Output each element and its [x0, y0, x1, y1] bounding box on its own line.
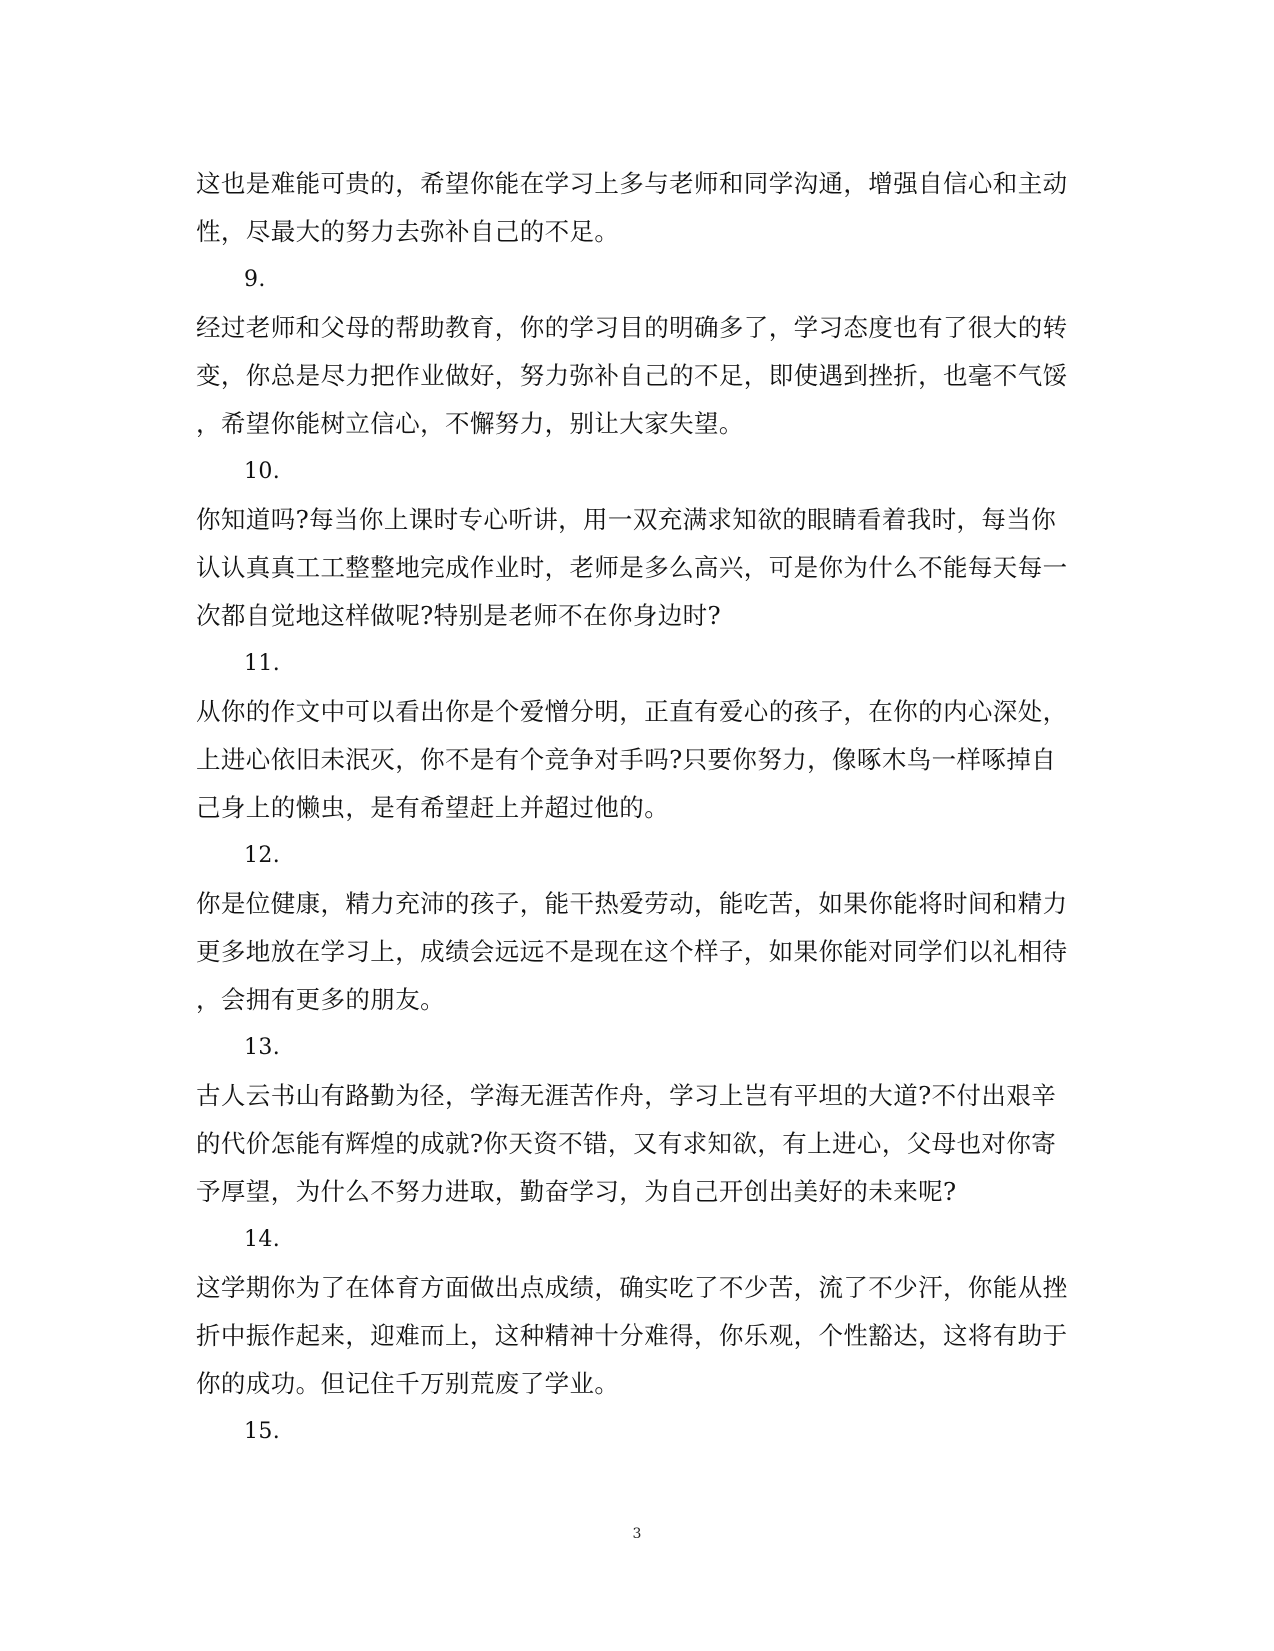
text-line: 这学期你为了在体育方面做出点成绩，确实吃了不少苦，流了不少汗，你能从挫 [196, 1273, 1068, 1302]
text-line: 次都自觉地这样做呢?特别是老师不在你身边时? [196, 601, 722, 630]
text-line: 认认真真工工整整地完成作业时，老师是多么高兴，可是你为什么不能每天每一 [196, 553, 1068, 582]
text-line: 上进心依旧未泯灭，你不是有个竞争对手吗?只要你努力，像啄木鸟一样啄掉自 [196, 745, 1057, 774]
text-line: 经过老师和父母的帮助教育，你的学习目的明确多了，学习态度也有了很大的转 [196, 313, 1068, 342]
item-number: 14. [244, 1227, 281, 1252]
text-line: 予厚望，为什么不努力进取，勤奋学习，为自己开创出美好的未来呢? [196, 1177, 957, 1206]
text-line: 你知道吗?每当你上课时专心听讲，用一双充满求知欲的眼睛看着我时，每当你 [196, 505, 1057, 534]
item-number: 12. [244, 843, 281, 868]
text-line: 你是位健康，精力充沛的孩子，能干热爱劳动，能吃苦，如果你能将时间和精力 [196, 889, 1068, 918]
document-body [196, 160, 1076, 1456]
item-number: 9. [244, 267, 266, 292]
item-number: 11. [244, 651, 281, 676]
text-line: ，希望你能树立信心，不懈努力，别让大家失望。 [196, 409, 744, 438]
page-number: 3 [632, 1526, 642, 1542]
item-number: 10. [244, 459, 281, 484]
text-line: 从你的作文中可以看出你是个爱憎分明，正直有爱心的孩子，在你的内心深处， [196, 697, 1068, 726]
text-line: 这也是难能可贵的，希望你能在学习上多与老师和同学沟通，增强自信心和主动 [196, 169, 1068, 198]
text-line: 己身上的懒虫，是有希望赶上并超过他的。 [196, 793, 670, 822]
text-line: ，会拥有更多的朋友。 [196, 985, 445, 1014]
text-line: 你的成功。但记住千万别荒废了学业。 [196, 1369, 620, 1398]
text-line: 变，你总是尽力把作业做好，努力弥补自己的不足，即使遇到挫折，也毫不气馁 [196, 361, 1068, 390]
text-line: 古人云书山有路勤为径，学海无涯苦作舟，学习上岂有平坦的大道?不付出艰辛 [196, 1081, 1057, 1110]
text-line: 更多地放在学习上，成绩会远远不是现在这个样子，如果你能对同学们以礼相待 [196, 937, 1068, 966]
text-line: 性，尽最大的努力去弥补自己的不足。 [196, 217, 620, 246]
item-number: 15. [244, 1419, 281, 1444]
item-number: 13. [244, 1035, 281, 1060]
text-line: 折中振作起来，迎难而上，这种精神十分难得，你乐观，个性豁达，这将有助于 [196, 1321, 1068, 1350]
text-line: 的代价怎能有辉煌的成就?你天资不错，又有求知欲，有上进心，父母也对你寄 [196, 1129, 1057, 1158]
